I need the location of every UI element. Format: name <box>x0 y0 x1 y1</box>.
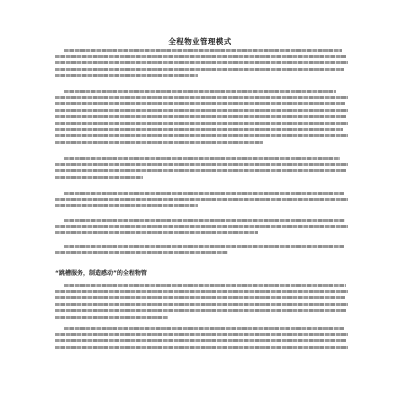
paragraph-7 <box>55 282 348 320</box>
section-heading: “跳槽服务，制造感动”的全程物管 <box>55 270 147 277</box>
text-line <box>55 230 348 236</box>
document-title: 全程物业管理模式 <box>168 37 232 46</box>
text-line <box>55 73 348 79</box>
text-line <box>55 249 348 255</box>
paragraph-2 <box>55 88 348 146</box>
text-line <box>55 344 348 350</box>
paragraph-8 <box>55 325 348 351</box>
paragraph-4 <box>55 190 348 209</box>
paragraph-3 <box>55 155 348 181</box>
text-line <box>55 314 348 320</box>
text-line <box>55 174 348 180</box>
paragraph-5 <box>55 217 348 236</box>
text-line <box>55 139 348 145</box>
paragraph-1 <box>55 47 348 79</box>
paragraph-6 <box>55 243 348 256</box>
text-line <box>55 203 348 209</box>
